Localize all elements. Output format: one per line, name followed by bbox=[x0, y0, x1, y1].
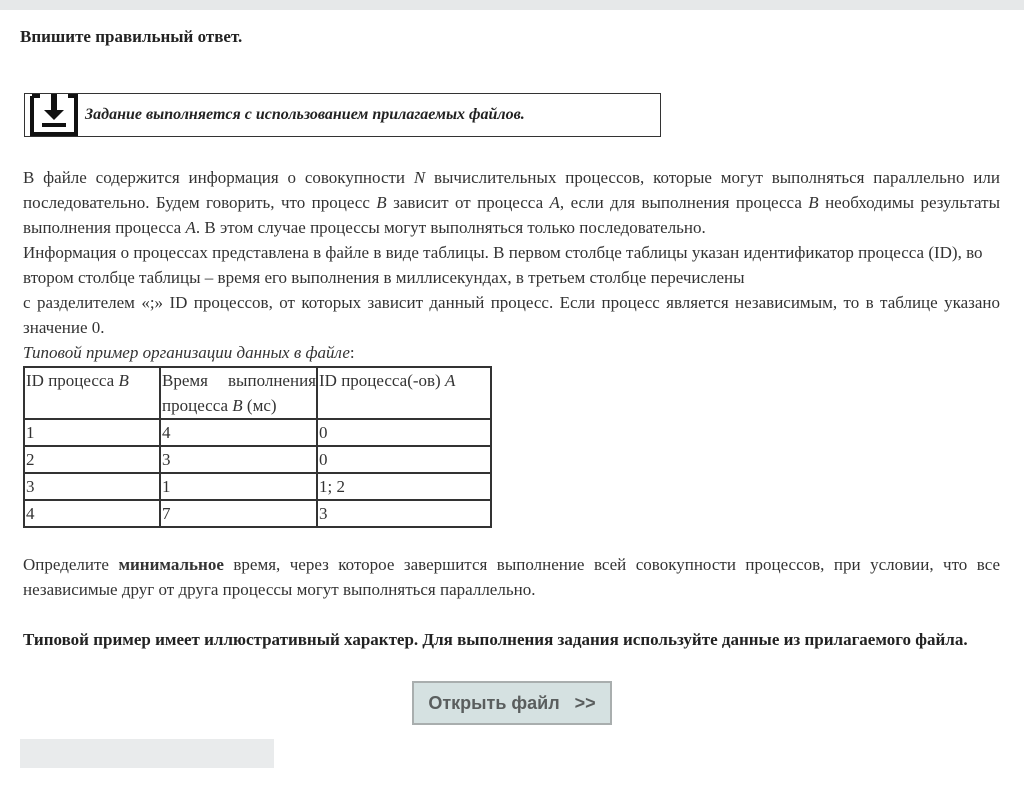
var-b: B bbox=[376, 193, 387, 212]
table-cell: 0 bbox=[317, 446, 491, 473]
text: зависит от процесса bbox=[386, 193, 550, 212]
header-var: B bbox=[118, 371, 129, 390]
table-header-cell bbox=[24, 367, 160, 419]
table-cell: 2 bbox=[24, 446, 160, 473]
table-cell: 3 bbox=[317, 500, 491, 527]
task-paragraph-3: с разделителем «;» ID процессов, от которых зависит данный процесс. Если процесс является независимым, то в таблице указано значение 0. bbox=[23, 293, 1000, 337]
var-n: N bbox=[413, 168, 426, 187]
answer-input[interactable] bbox=[20, 739, 274, 768]
question-text bbox=[23, 552, 1000, 602]
download-icon bbox=[25, 93, 77, 137]
attached-files-note-text: Задание выполняется с использованием прилагаемых файлов. bbox=[85, 106, 525, 123]
header-text: ID процесса(-ов) bbox=[319, 371, 445, 390]
table-row bbox=[24, 419, 491, 446]
header-tail: (мс) bbox=[242, 396, 277, 415]
table-header-cell bbox=[317, 367, 491, 419]
open-file-button[interactable] bbox=[412, 681, 612, 725]
table-header-cell bbox=[160, 367, 317, 419]
emphasis: минимальное bbox=[118, 555, 224, 574]
header-text: Время выполнения процесса bbox=[162, 371, 316, 415]
table-row bbox=[24, 500, 491, 527]
text: время, через которое завершится выполнение всей совокупности процессов, при условии, что все независимые друг от друга процессы могут выполняться параллельно. bbox=[23, 555, 1001, 599]
table-cell: 3 bbox=[24, 473, 160, 500]
var-a: A bbox=[549, 193, 560, 212]
text: необходимы результаты выполнения процесса bbox=[23, 193, 1000, 237]
var-a: A bbox=[185, 218, 196, 237]
top-bar bbox=[0, 0, 1024, 10]
table-row bbox=[24, 446, 491, 473]
attached-files-note bbox=[24, 93, 661, 137]
table-cell: 1; 2 bbox=[317, 473, 491, 500]
table-cell: 1 bbox=[24, 419, 160, 446]
table-cell: 3 bbox=[160, 446, 317, 473]
table-header-row bbox=[24, 367, 491, 419]
task-paragraph-2: Информация о процессах представлена в файле в виде таблицы. В первом столбце таблицы указан идентификатор процесса (ID), во втором столбце таблицы – время его выполнения в миллисекундах, в третьем столбце перечислены bbox=[23, 243, 983, 287]
example-table bbox=[23, 366, 492, 528]
instruction-text: Впишите правильный ответ. bbox=[20, 27, 243, 46]
caption-colon: : bbox=[349, 343, 355, 362]
text: Определите bbox=[23, 555, 119, 574]
text: , если для выполнения процесса bbox=[559, 193, 809, 212]
text: . В этом случае процессы могут выполняться только последовательно. bbox=[195, 218, 706, 237]
open-file-button-label: Открыть файл >> bbox=[428, 692, 596, 713]
table-cell: 7 bbox=[160, 500, 317, 527]
text: вычислительных процессов, которые могут выполняться параллельно или последовательно. Будем говорить, что процесс bbox=[23, 168, 1000, 212]
header-var: A bbox=[444, 371, 456, 390]
table-cell: 4 bbox=[24, 500, 160, 527]
illustrative-note: Типовой пример имеет иллюстративный характер. Для выполнения задания используйте данные из прилагаемого файла. bbox=[23, 630, 968, 649]
table-row bbox=[24, 473, 491, 500]
table-cell: 4 bbox=[160, 419, 317, 446]
var-b: B bbox=[808, 193, 819, 212]
table-cell: 1 bbox=[160, 473, 317, 500]
header-text: ID процесса bbox=[26, 371, 119, 390]
task-content bbox=[23, 165, 1000, 528]
table-cell: 0 bbox=[317, 419, 491, 446]
caption-text: Типовой пример организации данных в файле bbox=[23, 343, 350, 362]
text: В файле содержится информация о совокупности bbox=[23, 168, 414, 187]
task-paragraph-1 bbox=[23, 165, 1000, 240]
table-caption bbox=[23, 340, 1000, 365]
header-var: B bbox=[232, 396, 243, 415]
